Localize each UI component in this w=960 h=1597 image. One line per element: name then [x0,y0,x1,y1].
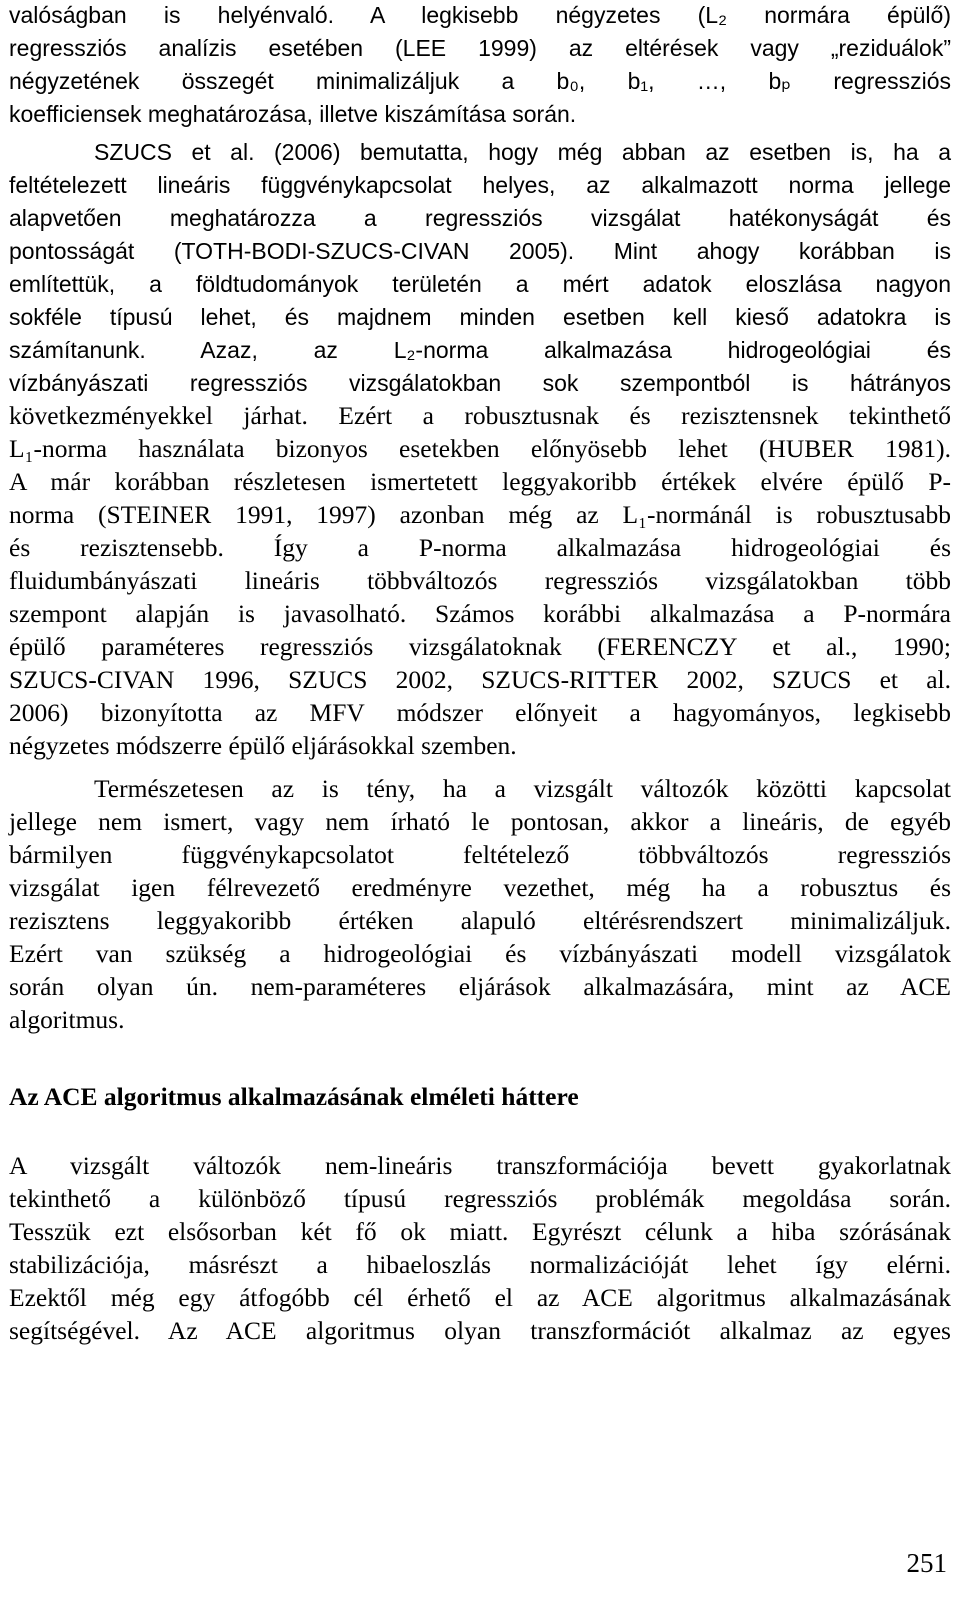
paragraph-2-line: fluidumbányászati lineáris többváltozós regressziós vizsgálatokban több [9,566,951,595]
paragraph-4-line: stabilizációja, másrészt a hibaeloszlás normalizációját lehet így elérni. [9,1250,951,1279]
paragraph-1-line: koefficiensek meghatározása, illetve kiszámítása során. [9,101,577,127]
paragraph-4-line: segítségével. Az ACE algoritmus olyan transzformációt alkalmaz az egyes [9,1316,951,1345]
paragraph-2-line: feltételezett lineáris függvénykapcsolat helyes, az alkalmazott norma jellege [9,172,951,198]
paragraph-3-line: Ezért van szükség a hidrogeológiai és vízbányászati modell vizsgálatok [9,939,951,968]
paragraph-3-line: Természetesen az is tény, ha a vizsgált változók közötti kapcsolat [94,774,951,803]
section-heading: Az ACE algoritmus alkalmazásának elméleti háttere [9,1082,579,1111]
paragraph-4-line: A vizsgált változók nem-lineáris transzformációja bevett gyakorlatnak [9,1151,951,1180]
paragraph-2-line: szempont alapján is javasolható. Számos korábbi alkalmazása a P-normára [9,599,951,628]
paragraph-3-line: rezisztens leggyakoribb értéken alapuló eltérésrendszert minimalizáljuk. [9,906,951,935]
paragraph-2-line: sokféle típusú lehet, és majdnem minden esetben kell kieső adatokra is [9,304,951,330]
paragraph-2-line: számítanunk. Azaz, az L₂-norma alkalmazása hidrogeológiai és [9,337,951,363]
paragraph-2-line: vízbányászati regressziós vizsgálatokban sok szempontból is hátrányos [9,370,951,396]
paragraph-2-line: említettük, a földtudományok területén a mért adatok eloszlása nagyon [9,271,951,297]
paragraph-2-line: és rezisztensebb. Így a P-norma alkalmazása hidrogeológiai és [9,533,951,562]
paragraph-4-line: tekinthető a különböző típusú regressziós problémák megoldása során. [9,1184,951,1213]
paragraph-2-line: pontosságát (TOTH-BODI-SZUCS-CIVAN 2005). Mint ahogy korábban is [9,238,951,264]
paragraph-2-line: SZUCS-CIVAN 1996, SZUCS 2002, SZUCS-RITTER 2002, SZUCS et al. [9,665,951,694]
paragraph-1-line: valóságban is helyénvaló. A legkisebb négyzetes (L₂ normára épülő) [9,2,951,28]
paragraph-4-line: Ezektől még egy átfogóbb cél érhető el az ACE algoritmus alkalmazásának [9,1283,951,1312]
paragraph-1-line: négyzetének összegét minimalizáljuk a b₀, b₁, …, bₚ regressziós [9,68,951,94]
paragraph-2-line: A már korábban részletesen ismertetett leggyakoribb értékek elvére épülő P- [9,467,951,496]
paragraph-1-line: regressziós analízis esetében (LEE 1999) az eltérések vagy „reziduálok” [9,35,951,61]
paragraph-4-line: Tesszük ezt elsősorban két fő ok miatt. Egyrészt célunk a hiba szórásának [9,1217,951,1246]
paragraph-3-line: algoritmus. [9,1005,125,1034]
paragraph-2-line: 2006) bizonyította az MFV módszer előnyeit a hagyományos, legkisebb [9,698,951,727]
paragraph-2-line: L₁-norma használata bizonyos esetekben előnyösebb lehet (HUBER 1981). [9,434,951,463]
paragraph-3-line: bármilyen függvénykapcsolatot feltételező többváltozós regressziós [9,840,951,869]
paragraph-2-line: SZUCS et al. (2006) bemutatta, hogy még abban az esetben is, ha a [94,139,951,165]
page-number: 251 [906,1548,947,1578]
paragraph-2-line: négyzetes módszerre épülő eljárásokkal szemben. [9,731,517,760]
paragraph-2-line: következményekkel járhat. Ezért a robusztusnak és rezisztensnek tekinthető [9,401,951,430]
paragraph-2-line: norma (STEINER 1991, 1997) azonban még az L₁-normánál is robusztusabb [9,500,951,529]
paragraph-2-line: épülő paraméteres regressziós vizsgálatoknak (FERENCZY et al., 1990; [9,632,951,661]
paragraph-2-line: alapvetően meghatározza a regressziós vizsgálat hatékonyságát és [9,205,951,231]
paragraph-3-line: jellege nem ismert, vagy nem írható le pontosan, akkor a lineáris, de egyéb [9,807,951,836]
paragraph-3-line: során olyan ún. nem-paraméteres eljárások alkalmazására, mint az ACE [9,972,951,1001]
paragraph-3-line: vizsgálat igen félrevezető eredményre vezethet, még ha a robusztus és [9,873,951,902]
